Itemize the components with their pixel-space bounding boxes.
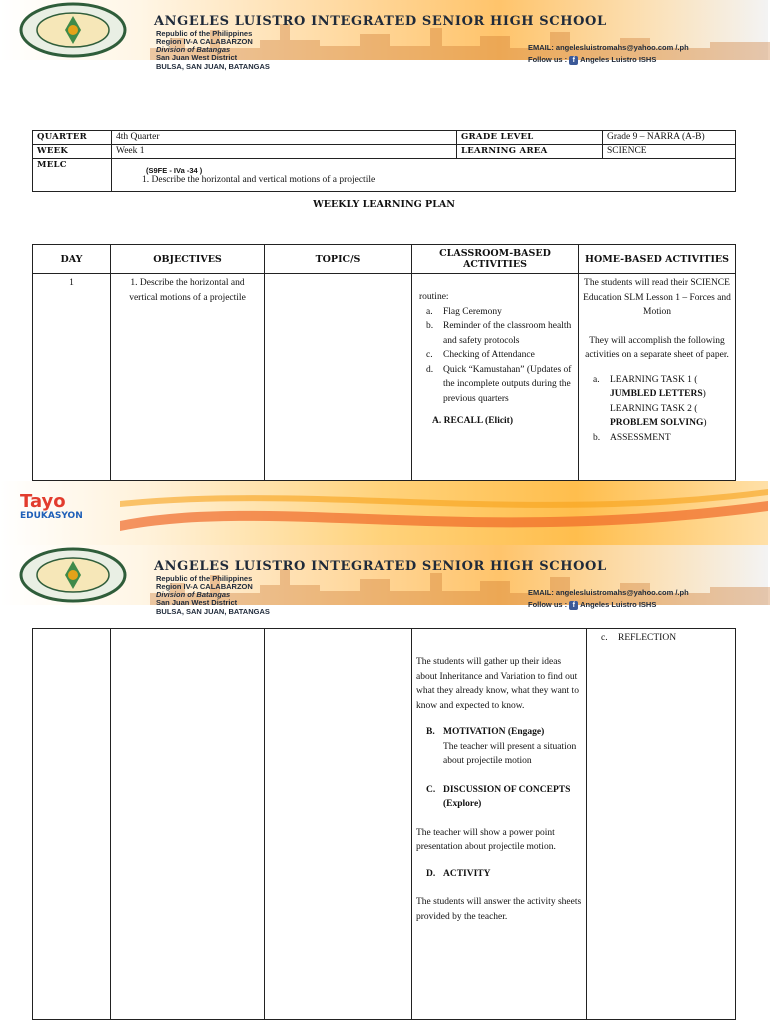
school-banner-page2 [0,545,768,609]
routine-item: d. Quick “Kamustahan” (Updates of the incomplete outputs during the previous quarters [426,364,572,404]
activity-text: The students will answer the activity sheets provided by the teacher. [416,897,582,922]
footer-banner [0,481,768,545]
stage-list [416,725,582,812]
follow-name: Angeles Luistro ISHS [580,55,657,64]
district-line: San Juan West District [156,53,238,62]
school-name: ANGELES LUISTRO INTEGRATED SENIOR HIGH SCHOOL [154,14,607,29]
classroom-cell [412,629,587,1020]
task-item-2: b. ASSESSMENT [593,432,671,443]
home-task-list [591,631,731,646]
district-line: San Juan West District [156,598,238,607]
info-table [32,130,736,192]
follow-line [528,55,656,65]
home-cell [587,629,736,1020]
address-line: BULSA, SAN JUAN, BATANGAS [156,62,270,71]
objective-cell [111,629,265,1020]
reflection-item: c. REFLECTION [601,633,677,643]
col-day: DAY [33,245,111,274]
area-value: SCIENCE [603,145,736,159]
activity-list [416,867,582,882]
email-line: EMAIL: angelesluistromahs@yahoo.com /.ph [528,43,689,52]
home-task-list [583,373,731,446]
col-home: HOME-BASED ACTIVITIES [579,245,736,274]
activity-item: D. ACTIVITY [426,868,491,879]
melc-label: MELC [33,159,112,192]
day-cell [33,629,111,1020]
col-topics: TOPIC/S [265,245,412,274]
follow-line [528,600,656,610]
plan-title: WEEKLY LEARNING PLAN [313,199,455,210]
facebook-icon: f [569,601,578,610]
day-cell: 1 [33,274,111,481]
discussion-text: The teacher will show a power point presentation about projectile motion. [416,827,556,852]
home-cell [579,274,736,481]
area-label: LEARNING AREA [457,145,603,159]
col-objectives: OBJECTIVES [111,245,265,274]
facebook-icon: f [569,56,578,65]
email-line: EMAIL: angelesluistromahs@yahoo.com /.ph [528,588,689,597]
school-name: ANGELES LUISTRO INTEGRATED SENIOR HIGH SCHOOL [154,559,607,574]
objective-cell: 1. Describe the horizontal and vertical motions of a projectile [111,274,265,481]
republic-line: Republic of the Philippines [156,574,253,583]
republic-line: Republic of the Philippines [156,29,253,38]
region-line: Region IV-A CALABARZON [156,582,253,591]
classroom-cell [412,274,579,481]
plan-table-continued [32,628,736,1020]
recall-heading: A. RECALL (Elicit) [432,416,514,426]
division-line: Division of Batangas [156,45,231,54]
quarter-value: 4th Quarter [112,131,457,145]
grade-value: Grade 9 – NARRA (A-B) [603,131,736,145]
home-intro: The students will read their SCIENCE Education SLM Lesson 1 – Forces and Motion [583,278,731,317]
routine-item: b. Reminder of the classroom health and safety protocols [426,321,572,346]
region-line: Region IV-A CALABARZON [156,37,253,46]
motivation-item: B. MOTIVATION (Engage) The teacher will present a situation about projectile motion [426,727,577,766]
routine-label: routine: [419,292,449,302]
school-seal-icon [18,547,128,603]
col-classroom: CLASSROOM-BASED ACTIVITIES [412,245,579,274]
week-label: WEEK [33,145,112,159]
edukasyon-logo: EDUKASYON [20,511,83,521]
home-accomplish: They will accomplish the following activities on a separate sheet of paper. [585,335,729,360]
school-seal-icon [18,2,128,58]
division-line: Division of Batangas [156,590,231,599]
footer-swoosh-graphic [120,481,768,545]
topic-cell [265,274,412,481]
topic-cell [265,629,412,1020]
routine-item: c. Checking of Attendance [426,350,535,360]
quarter-label: QUARTER [33,131,112,145]
recall-text: The students will gather up their ideas about Inheritance and Variation to find out what they already know, what they want to know and expected to know. [416,657,579,711]
grade-label: GRADE LEVEL [457,131,603,145]
tayo-logo: Tayo [20,491,66,512]
task-item-1: a. LEARNING TASK 1 ( JUMBLED LETTERS) LEARNING TASK 2 ( PROBLEM SOLVING) [593,374,707,428]
routine-item: a. Flag Ceremony [426,306,502,317]
melc-item: 1. Describe the horizontal and vertical motions of a projectile [142,175,376,185]
follow-name: Angeles Luistro ISHS [580,600,657,609]
week-value: Week 1 [112,145,457,159]
follow-label: Follow us : [528,55,568,64]
plan-table [32,244,736,481]
melc-value [112,159,736,192]
follow-label: Follow us : [528,600,568,609]
discussion-item: C. DISCUSSION OF CONCEPTS (Explore) [426,784,571,809]
school-banner [0,0,768,64]
address-line: BULSA, SAN JUAN, BATANGAS [156,607,270,616]
routine-list [416,305,574,407]
melc-code: (S9FE - IVa -34 ) [146,166,203,175]
